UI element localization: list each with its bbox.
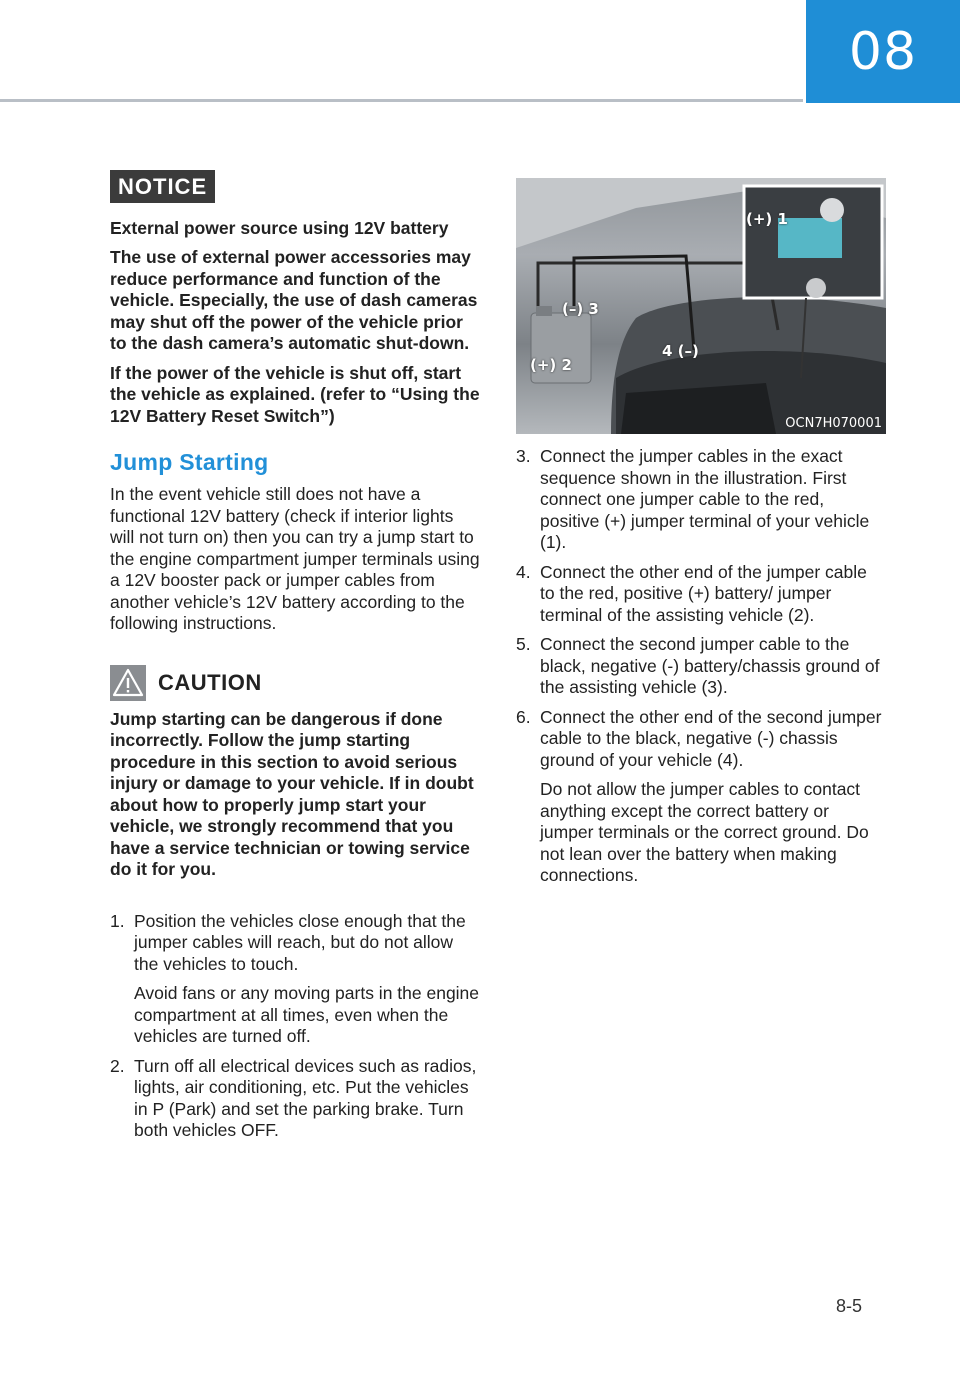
- figure-code: OCN7H070001: [785, 416, 882, 431]
- list-item: [516, 446, 886, 554]
- step-number: 5.: [516, 634, 531, 654]
- step-number: 2.: [110, 1055, 125, 1076]
- section-intro: In the event vehicle still does not have a functional 12V battery (check if interior lights will not turn on) then you can try a jump start to the engine compartment jumper terminals using a 12V booster pack or jumper cables from another vehicle’s 12V battery according to the following instructions.: [110, 484, 480, 633]
- notice-title: External power source using 12V battery: [110, 218, 449, 238]
- step-text: Connect the other end of the second jumper cable to the black, negative (-) chassis ground of your vehicle (4).: [540, 706, 882, 770]
- step-number: 3.: [516, 446, 531, 466]
- step-text: Position the vehicles close enough that the jumper cables will reach, but do not allow the vehicles to touch.: [134, 910, 466, 974]
- figure-label-1: (+) 1: [746, 210, 788, 228]
- notice-paragraph-2: If the power of the vehicle is shut off, start the vehicle as explained. (refer to “Using the 12V Battery Reset Switch”): [110, 362, 480, 426]
- list-item: [516, 634, 886, 699]
- caution-label: CAUTION: [158, 669, 262, 695]
- right-column: [516, 178, 886, 887]
- header-rule: [0, 99, 803, 102]
- step-note: Avoid fans or any moving parts in the engine compartment at all times, even when the vehicles are turned off.: [134, 983, 480, 1046]
- list-item: [110, 1056, 480, 1142]
- notice-paragraph-1: The use of external power accessories may reduce performance and function of the vehicle. Especially, the use of dash cameras may shut off the power of the vehicle prior to the dash camera’s automatic shut-down.: [110, 247, 478, 353]
- left-column: [110, 170, 480, 1142]
- page-number: 8-5: [836, 1296, 863, 1316]
- figure-label-4: 4 (–): [662, 342, 699, 360]
- chapter-number: 08: [848, 21, 918, 82]
- step-text: Connect the second jumper cable to the black, negative (-) battery/chassis ground of the assisting vehicle (3).: [540, 634, 880, 697]
- jump-start-illustration: [516, 178, 886, 434]
- steps-list-left: [110, 911, 480, 1142]
- list-item: [110, 911, 480, 1048]
- step-note: Do not allow the jumper cables to contact anything except the correct battery or jumper terminals or the correct ground. Do not lean over the battery when making connections.: [540, 779, 869, 885]
- figure-label-3: (–) 3: [562, 300, 599, 318]
- step-number: 1.: [110, 910, 125, 931]
- step-text: Connect the other end of the jumper cable to the red, positive (+) battery/ jumper terminal of the assisting vehicle (2).: [540, 561, 867, 625]
- caution-header: [110, 665, 480, 701]
- figure-label-2: (+) 2: [530, 356, 572, 374]
- list-item: [516, 562, 886, 627]
- step-text: Connect the jumper cables in the exact sequence shown in the illustration. First connect one jumper cable to the red, positive (+) jumper terminal of your vehicle (1).: [540, 446, 870, 552]
- list-item: [516, 707, 886, 887]
- chapter-tab: [806, 0, 960, 103]
- step-text: Turn off all electrical devices such as radios, lights, air conditioning, etc. Put the vehicles in P (Park) and set the parking brake. Turn both vehicles OFF.: [134, 1055, 477, 1140]
- steps-list-right: [516, 446, 886, 887]
- section-heading: Jump Starting: [110, 449, 269, 475]
- caution-text: Jump starting can be dangerous if done incorrectly. Follow the jump starting procedure in this section to avoid serious injury or damage to your vehicle. If in doubt about how to properly jump start your vehicle, we strongly recommend that you have a service technician or towing service do it for you.: [110, 708, 474, 879]
- step-number: 6.: [516, 706, 531, 727]
- step-number: 4.: [516, 561, 531, 582]
- warning-triangle-icon: [110, 665, 146, 701]
- notice-badge: NOTICE: [110, 170, 215, 203]
